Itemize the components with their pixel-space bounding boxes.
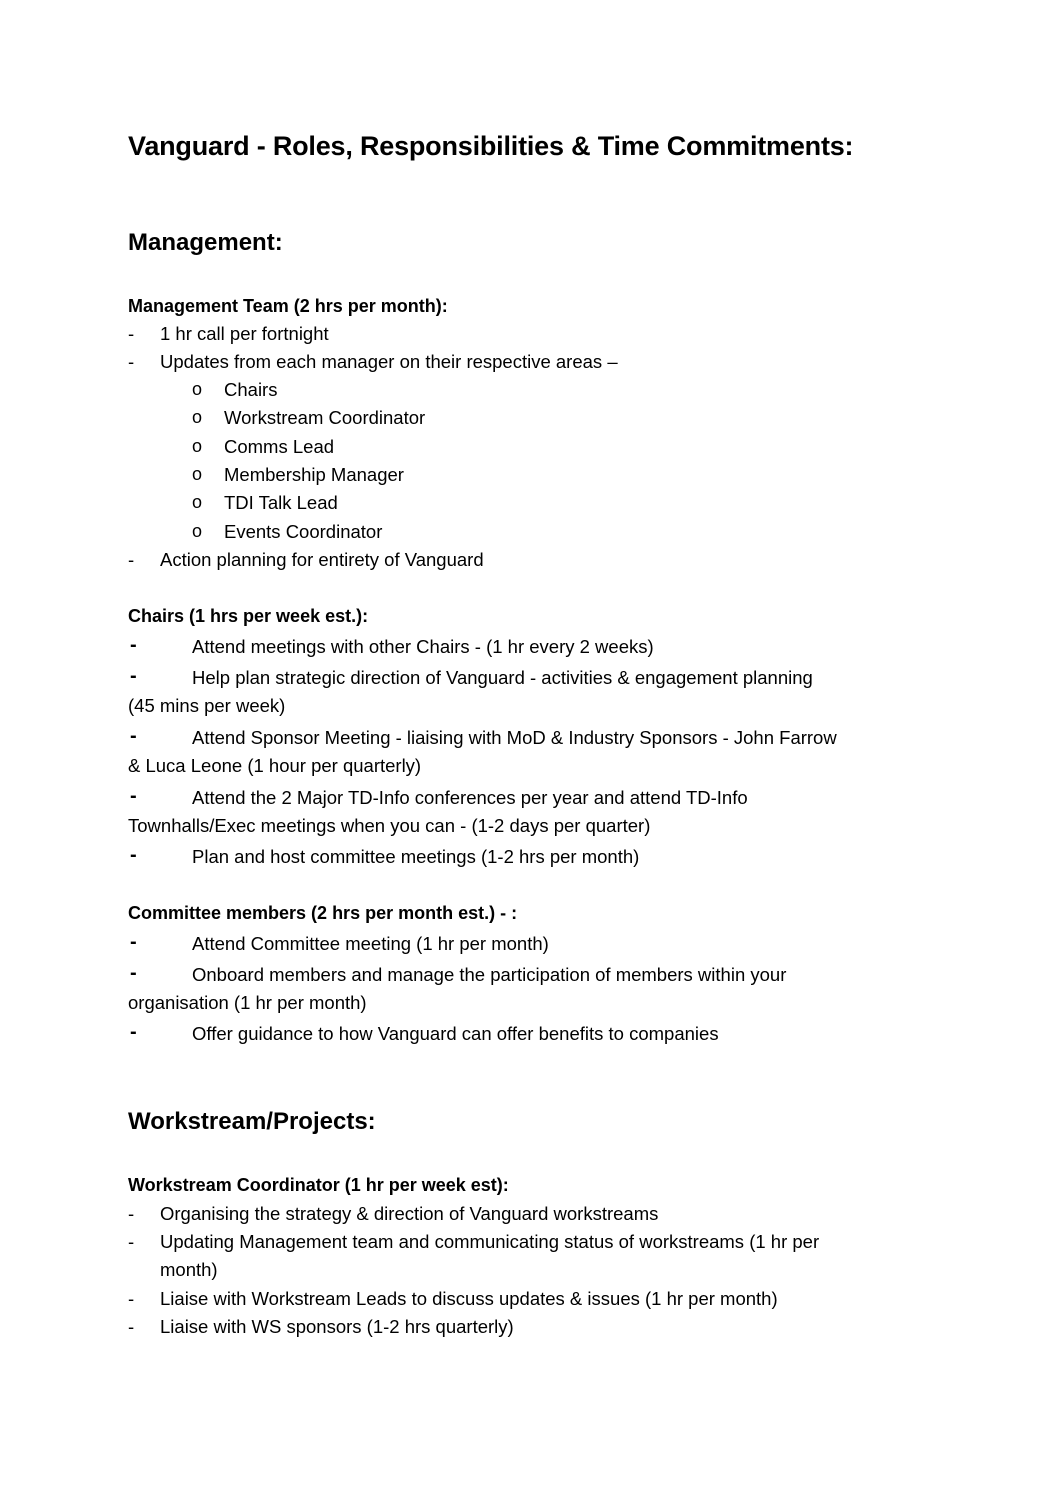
list-bullet: - bbox=[128, 1203, 135, 1224]
management-team-heading: Management Team (2 hrs per month): bbox=[128, 296, 448, 316]
management-heading: Management: bbox=[128, 229, 283, 256]
list-bullet: - bbox=[130, 931, 137, 953]
sub-list-item: Membership Manager bbox=[224, 464, 404, 485]
list-item: Organising the strategy & direction of Vanguard workstreams bbox=[160, 1203, 659, 1224]
sub-list-item: Workstream Coordinator bbox=[224, 407, 426, 428]
list-item: Help plan strategic direction of Vanguard - activities & engagement planning bbox=[192, 667, 813, 688]
list-bullet: - bbox=[128, 1316, 135, 1337]
list-item: 1 hr call per fortnight bbox=[160, 323, 329, 344]
list-bullet: - bbox=[130, 844, 137, 866]
list-item: Plan and host committee meetings (1-2 hrs per month) bbox=[192, 846, 640, 867]
list-bullet: - bbox=[130, 725, 137, 747]
list-item-continuation: Townhalls/Exec meetings when you can - (1-2 days per quarter) bbox=[128, 815, 651, 836]
list-item: Attend Committee meeting (1 hr per month) bbox=[192, 933, 549, 954]
sub-list-item: Events Coordinator bbox=[224, 521, 383, 542]
list-bullet: - bbox=[130, 785, 137, 807]
list-bullet: - bbox=[130, 634, 137, 656]
document-title: Vanguard - Roles, Responsibilities & Time Commitments: bbox=[128, 131, 854, 161]
list-item-continuation: organisation (1 hr per month) bbox=[128, 992, 367, 1013]
chairs-heading: Chairs (1 hrs per week est.): bbox=[128, 606, 369, 626]
list-item: Updating Management team and communicating status of workstreams (1 hr per bbox=[160, 1231, 820, 1252]
sub-list-bullet: o bbox=[192, 379, 203, 399]
list-item: Updates from each manager on their respective areas – bbox=[160, 351, 618, 372]
sub-list-item: TDI Talk Lead bbox=[224, 492, 338, 513]
list-bullet: - bbox=[128, 1288, 135, 1309]
list-bullet: - bbox=[130, 665, 137, 687]
list-bullet: - bbox=[130, 1021, 137, 1043]
workstream-coordinator-heading: Workstream Coordinator (1 hr per week est): bbox=[128, 1175, 509, 1195]
list-item: Liaise with WS sponsors (1-2 hrs quarterly) bbox=[160, 1316, 514, 1337]
list-bullet: - bbox=[128, 549, 135, 570]
sub-list-bullet: o bbox=[192, 464, 203, 484]
list-bullet: - bbox=[128, 351, 135, 372]
sub-list-bullet: o bbox=[192, 492, 203, 512]
sub-list-bullet: o bbox=[192, 521, 203, 541]
list-bullet: - bbox=[130, 962, 137, 984]
list-item: Attend meetings with other Chairs - (1 hr every 2 weeks) bbox=[192, 636, 654, 657]
list-item: Attend the 2 Major TD-Info conferences per year and attend TD-Info bbox=[192, 787, 748, 808]
sub-list-bullet: o bbox=[192, 407, 203, 427]
sub-list-item: Chairs bbox=[224, 379, 278, 400]
list-item: Liaise with Workstream Leads to discuss updates & issues (1 hr per month) bbox=[160, 1288, 778, 1309]
list-item-continuation: (45 mins per week) bbox=[128, 695, 286, 716]
list-bullet: - bbox=[128, 323, 135, 344]
list-item-continuation: month) bbox=[160, 1259, 218, 1280]
list-item: Attend Sponsor Meeting - liaising with MoD & Industry Sponsors - John Farrow bbox=[192, 727, 837, 748]
list-item-continuation: & Luca Leone (1 hour per quarterly) bbox=[128, 755, 422, 776]
list-item: Onboard members and manage the participation of members within your bbox=[192, 964, 787, 985]
sub-list-item: Comms Lead bbox=[224, 436, 335, 457]
list-item: Action planning for entirety of Vanguard bbox=[160, 549, 484, 570]
list-bullet: - bbox=[128, 1231, 135, 1252]
workstream-heading: Workstream/Projects: bbox=[128, 1108, 376, 1135]
sub-list-bullet: o bbox=[192, 436, 203, 456]
list-item: Offer guidance to how Vanguard can offer benefits to companies bbox=[192, 1023, 719, 1044]
committee-heading: Committee members (2 hrs per month est.) - : bbox=[128, 903, 518, 923]
